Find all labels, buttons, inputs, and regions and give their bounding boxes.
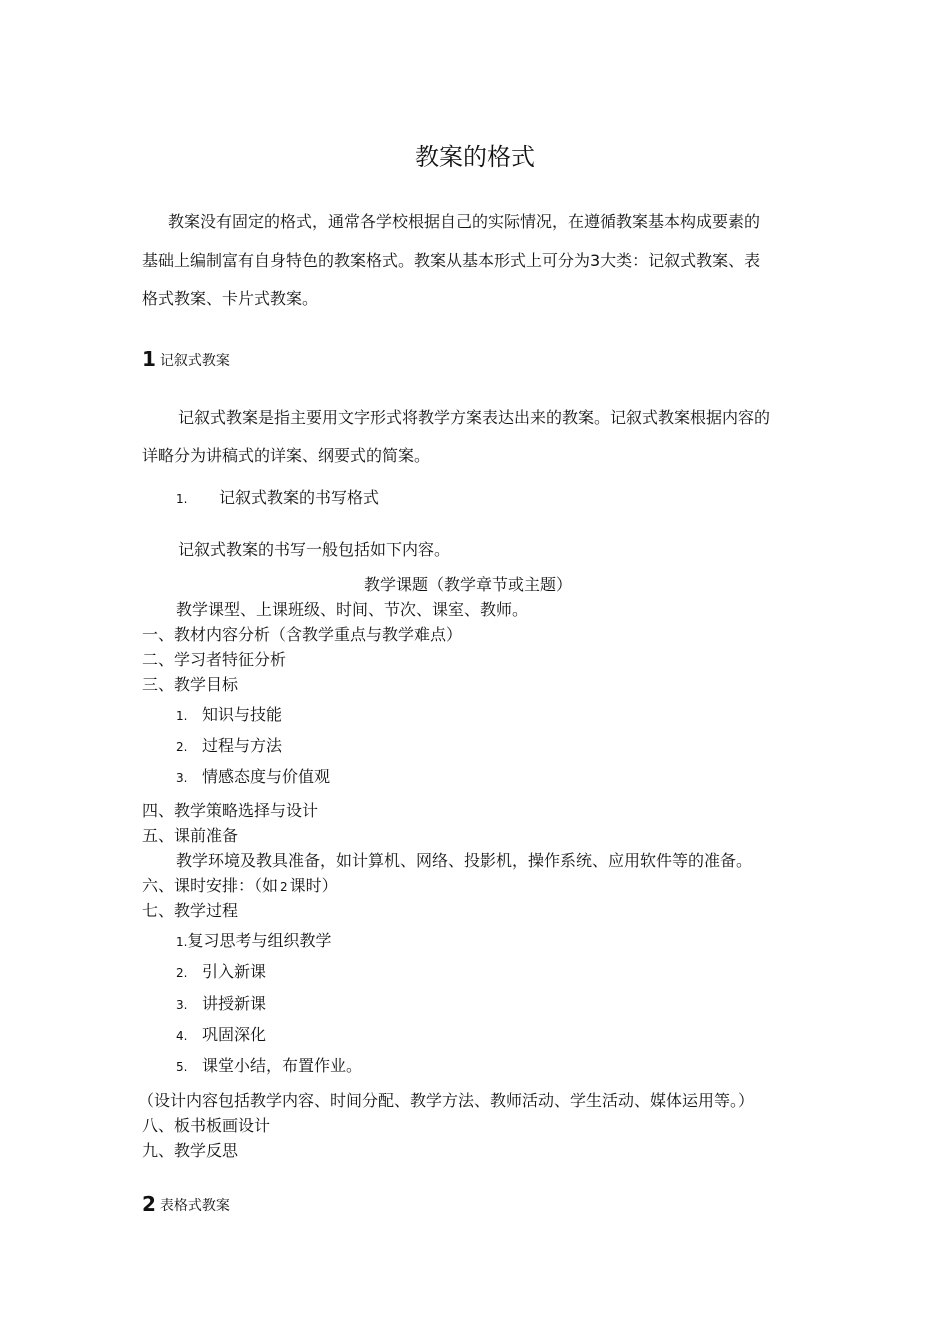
goal-text: 情感态度与价值观	[202, 767, 331, 786]
process-item-3	[176, 991, 266, 1014]
process-text: 巩固深化	[202, 1025, 267, 1044]
item-6-number: 2	[280, 880, 288, 894]
item-6-suffix: 课时）	[289, 876, 338, 895]
section-1-heading	[142, 347, 230, 371]
outline-topic: 教学课题（教学章节或主题）	[364, 575, 573, 594]
outline-prep: 教学环境及教具准备，如计算机、网络、投影机，操作系统、应用软件等的准备。	[176, 851, 753, 870]
process-number: 2.	[176, 966, 188, 980]
intro-line-2: 基础上编制富有自身特色的教案格式。教案从基本形式上可分为3大类：记叙式教案、表	[142, 251, 761, 270]
process-text: 复习思考与组织教学	[187, 931, 332, 950]
section-2-label: 表格式教案	[159, 1198, 230, 1214]
outline-item-4: 四、教学策略选择与设计	[142, 801, 319, 820]
outline-item-3: 三、教学目标	[142, 675, 239, 694]
intro-line-1: 教案没有固定的格式，通常各学校根据自己的实际情况，在遵循教案基本构成要素的	[168, 212, 761, 231]
subsection-1-intro: 记叙式教案的书写一般包括如下内容。	[178, 540, 451, 559]
item-6-prefix: 六、课时安排：（如	[142, 876, 279, 895]
process-item-1	[176, 928, 331, 951]
goal-text: 知识与技能	[202, 705, 283, 724]
outline-item-7: 七、教学过程	[142, 901, 239, 920]
process-text: 课堂小结，布置作业。	[202, 1056, 363, 1075]
process-number: 1.	[176, 935, 188, 949]
goal-text: 过程与方法	[202, 736, 283, 755]
process-item-2	[176, 959, 266, 982]
intro-line-3: 格式教案、卡片式教案。	[142, 289, 319, 308]
subsection-1-heading	[176, 485, 379, 508]
goal-number: 3.	[176, 771, 188, 785]
section-1-label: 记叙式教案	[159, 353, 230, 369]
process-item-5	[176, 1053, 362, 1076]
section-1-para-line-1: 记叙式教案是指主要用文字形式将教学方案表达出来的教案。记叙式教案根据内容的	[178, 408, 771, 427]
process-item-4	[176, 1022, 266, 1045]
goal-number: 1.	[176, 709, 188, 723]
process-number: 4.	[176, 1029, 188, 1043]
process-note: （设计内容包括教学内容、时间分配、教学方法、教师活动、学生活动、媒体运用等。）	[138, 1091, 755, 1110]
section-2-number: 2	[142, 1192, 156, 1216]
process-text: 引入新课	[202, 962, 267, 981]
document-title: 教案的格式	[415, 143, 535, 171]
goal-item-3	[176, 764, 330, 787]
outline-item-9: 九、教学反思	[142, 1141, 239, 1160]
section-1-number: 1	[142, 347, 156, 371]
process-number: 5.	[176, 1060, 188, 1074]
outline-item-8: 八、板书板画设计	[142, 1116, 271, 1135]
outline-item-5: 五、课前准备	[142, 826, 239, 845]
goal-number: 2.	[176, 740, 188, 754]
outline-item-1: 一、教材内容分析（含教学重点与教学难点）	[142, 625, 463, 644]
subsection-1-label: 记叙式教案的书写格式	[219, 488, 380, 507]
section-1-para-line-2: 详略分为讲稿式的详案、纲要式的简案。	[142, 446, 431, 465]
goal-item-1	[176, 702, 282, 725]
subsection-1-number: 1.	[176, 492, 188, 506]
process-text: 讲授新课	[202, 994, 267, 1013]
outline-item-6	[142, 873, 338, 896]
outline-item-2: 二、学习者特征分析	[142, 650, 287, 669]
process-number: 3.	[176, 998, 188, 1012]
goal-item-2	[176, 733, 282, 756]
section-2-heading	[142, 1192, 230, 1216]
outline-meta: 教学课型、上课班级、时间、节次、课室、教师。	[176, 600, 529, 619]
